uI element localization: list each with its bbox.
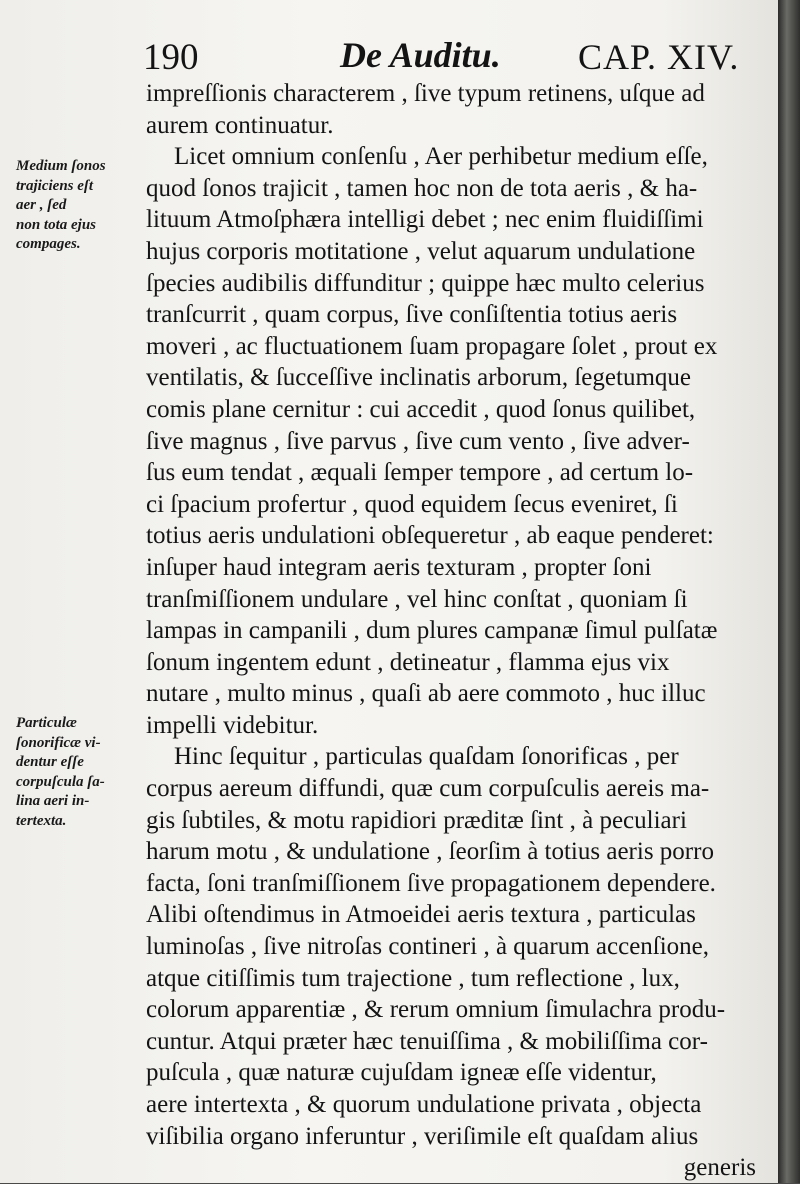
body-text: [146, 78, 766, 1184]
text-line: impreſſionis characterem , ſive typum retinens, uſque ad: [146, 80, 705, 107]
text-line: lituum Atmoſphæra intelligi debet ; nec enim fluidiſſimi: [146, 206, 704, 234]
text-line: totius aeris undulationi obſequeretur , ab eaque penderet:: [146, 522, 714, 550]
margin-note: [16, 714, 138, 831]
text-line: corpus aereum diffundi, quæ cum corpuſculis aereis ma-: [146, 775, 710, 803]
text-line: lampas in campanili , dum plures campanæ ſimul pulſatæ: [146, 617, 718, 645]
text-line: atque citiſſimis tum trajectione , tum reflectione , lux,: [146, 964, 680, 992]
text-line: harum motu , & undulatione , ſeorſim à totius aeris porro: [146, 838, 714, 866]
margin-note: [16, 157, 138, 255]
text-line: colorum apparentiæ , & rerum omnium ſimulachra produ-: [146, 996, 726, 1024]
margin-note-line: compages.: [16, 236, 81, 252]
text-line: tranſcurrit , quam corpus, ſive conſiſtentia totius aeris: [146, 301, 678, 329]
text-line: comis plane cernitur : cui accedit , quod ſonus quilibet,: [146, 395, 696, 423]
text-line: moveri , ac fluctuationem ſuam propagare ſolet , prout ex: [146, 332, 718, 360]
text-line: Alibi oſtendimus in Atmoeidei aeris textura , particulas: [146, 901, 696, 929]
margin-note-line: lina aeri in-: [16, 793, 90, 809]
margin-note-line: tertexta.: [16, 812, 67, 829]
page-header: [0, 28, 778, 78]
chapter-heading: CAP. XIV.: [578, 37, 740, 77]
text-line: tranſmiſſionem undulare , vel hinc conſtat , quoniam ſi: [146, 585, 688, 613]
text-line: inſuper haud integram aeris texturam , propter ſoni: [146, 553, 652, 581]
text-line: impelli videbitur.: [146, 711, 319, 739]
text-line: hujus corporis motitatione , velut aquarum undulatione: [146, 237, 696, 265]
text-line: Hinc ſequitur , particulas quaſdam ſonorificas , per: [174, 743, 679, 771]
margin-note-line: corpuſcula ſa-: [16, 773, 105, 790]
text-line: ventilatis, & ſucceſſive inclinatis arborum, ſegetumque: [146, 364, 691, 392]
text-line: nutare , multo minus , quaſi ab aere commoto , huc illuc: [146, 680, 706, 708]
text-line: ſonum ingentem edunt , detineatur , flamma ejus vix: [146, 648, 670, 676]
text-line: facta, ſoni tranſmiſſionem ſive propagationem dependere.: [146, 869, 716, 897]
margin-note-line: Medium ſonos: [16, 158, 106, 174]
text-line: quod ſonos trajicit , tamen hoc non de tota aeris , & ha-: [146, 174, 698, 202]
margin-note-line: ſonorificæ vi-: [16, 734, 101, 751]
text-line: aurem continuatur.: [146, 111, 334, 139]
page-number: 190: [143, 37, 199, 78]
text-line: gis ſubtiles, & motu rapidiori præditæ ſint , à peculiari: [146, 806, 687, 834]
text-line: cuntur. Atqui præter hæc tenuiſſima , & mobiliſſima cor-: [146, 1027, 708, 1055]
margin-note-line: trajiciens eſt: [16, 177, 94, 194]
running-title: De Auditu.: [340, 35, 501, 75]
text-line: ſus eum tendat , æquali ſemper tempore , ad certum lo-: [146, 459, 694, 487]
text-line: ci ſpacium profertur , quod equidem ſecus eveniret, ſi: [146, 490, 678, 518]
text-line: puſcula , quæ naturæ cujuſdam igneæ eſſe videntur,: [146, 1059, 657, 1087]
text-line: generis: [683, 1154, 756, 1182]
margin-note-line: non tota ejus: [16, 216, 97, 233]
text-line: viſibilia organo inferuntur , veriſimile eſt quaſdam alius: [146, 1122, 699, 1150]
text-line: ſive magnus , ſive parvus , ſive cum vento , ſive adver-: [146, 427, 690, 455]
margin-note-line: aer , ſed: [16, 197, 67, 213]
margin-note-line: dentur eſſe: [16, 754, 84, 770]
text-line: Licet omnium conſenſu , Aer perhibetur medium eſſe,: [174, 143, 708, 171]
text-line: luminoſas , ſive nitroſas contineri , à quarum accenſione,: [146, 933, 710, 961]
text-line: aere intertexta , & quorum undulatione privata , objecta: [146, 1091, 702, 1118]
page-edge: [778, 0, 800, 1183]
margin-note-line: Particulæ: [16, 715, 77, 731]
text-line: ſpecies audibilis diffunditur ; quippe hæc multo celerius: [146, 269, 705, 297]
